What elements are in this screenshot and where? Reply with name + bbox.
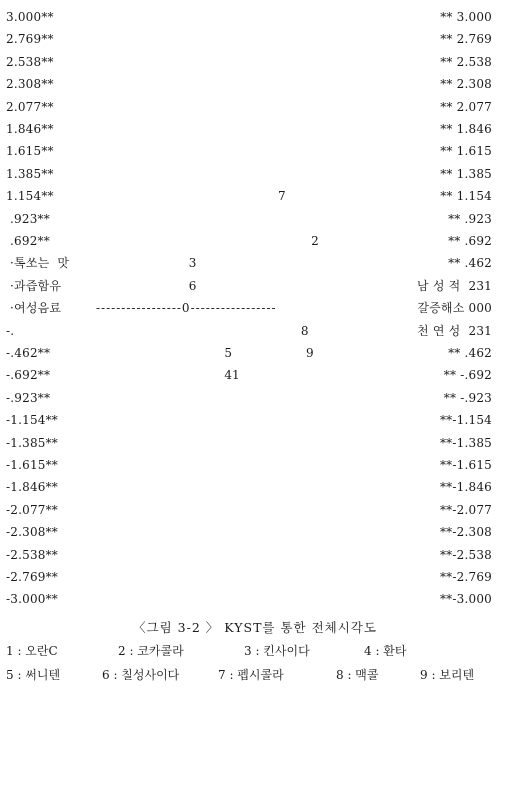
brand-point: 8 <box>300 323 309 338</box>
right-axis-label: ** 2.769 <box>440 32 492 47</box>
legend-item: 3 : 킨사이다 <box>244 644 310 658</box>
plot-row <box>0 28 510 50</box>
right-axis-label: **-2.538 <box>439 547 492 562</box>
right-axis-label: **-2.769 <box>439 570 492 584</box>
legend-item: 7 : 펩시콜라 <box>218 668 284 682</box>
right-axis-label: ** -.923 <box>443 390 492 405</box>
plot-row <box>0 297 510 319</box>
right-axis-label: 갈증해소 000 <box>417 301 492 316</box>
figure-caption: 〈그림 3-2 〉 KYST를 통한 전체시각도 <box>133 620 377 635</box>
brand-point: 7 <box>277 189 286 204</box>
plot-row <box>0 275 510 297</box>
right-axis-label: ** 1.615 <box>440 144 492 159</box>
right-axis-label: ** 3.000 <box>440 10 492 24</box>
plot-row <box>0 73 510 95</box>
legend-item: 5 : 써니텐 <box>6 668 61 682</box>
left-axis-label: 3.000** <box>6 10 54 24</box>
legend-row-2 <box>0 664 475 686</box>
plot-row <box>0 118 510 140</box>
plot-row <box>0 364 510 386</box>
right-axis-label: **-1.615 <box>439 458 492 472</box>
plot-row <box>0 140 510 162</box>
right-axis-label: 남 성 적 231 <box>417 278 492 293</box>
plot-row <box>0 96 510 118</box>
left-axis-label: .692** <box>6 234 50 248</box>
plot-row <box>0 454 510 476</box>
legend-row-1 <box>0 640 407 662</box>
left-axis-label: 1.846** <box>6 122 54 136</box>
left-axis-label: -2.308** <box>6 525 59 540</box>
left-axis-label: 2.538** <box>6 54 54 69</box>
brand-point: 5 <box>224 346 233 360</box>
right-axis-label: **-1.154 <box>439 413 492 428</box>
left-axis-label: -. <box>6 323 15 338</box>
horizontal-axis-line: -----------------0----------------- <box>96 301 277 316</box>
legend-item: 6 : 칠성사이다 <box>102 668 180 682</box>
right-axis-label: ** 2.077 <box>440 99 492 114</box>
left-axis-label: ·톡쏘는 맛 <box>6 256 70 271</box>
left-axis-label: 1.385** <box>6 166 54 181</box>
left-axis-label: -3.000** <box>6 592 59 607</box>
right-axis-label: **-3.000 <box>439 592 492 607</box>
right-axis-label: ** .923 <box>448 211 492 226</box>
right-axis-label: ** 2.308 <box>440 77 492 92</box>
brand-point: 3 <box>188 256 197 271</box>
plot-row <box>0 566 510 588</box>
brand-point: 9 <box>306 346 314 360</box>
legend-item: 1 : 오란C <box>6 644 58 658</box>
plot-row <box>0 163 510 185</box>
left-axis-label: -2.769** <box>6 570 59 584</box>
left-axis-label: -.692** <box>6 368 51 383</box>
plot-row <box>0 521 510 543</box>
left-axis-label: -.923** <box>6 390 51 405</box>
plot-row <box>0 409 510 431</box>
left-axis-label: ·여성음료 <box>6 301 62 316</box>
plot-row <box>0 208 510 230</box>
plot-row <box>0 6 510 28</box>
right-axis-label: ** -.692 <box>443 368 492 383</box>
plot-row <box>0 499 510 521</box>
legend-item: 4 : 환타 <box>364 644 407 658</box>
plot-row <box>0 544 510 566</box>
right-axis-label: **-2.308 <box>439 525 492 540</box>
right-axis-label: ** 1.846 <box>440 122 492 136</box>
right-axis-label: ** .462 <box>448 256 492 271</box>
brand-point: 2 <box>311 234 319 248</box>
plot-row <box>0 51 510 73</box>
left-axis-label: 2.077** <box>6 99 54 114</box>
brand-point: 6 <box>188 278 197 293</box>
plot-row <box>0 588 510 610</box>
plot-row <box>0 387 510 409</box>
right-axis-label: **-2.077 <box>439 502 492 517</box>
left-axis-label: -1.385** <box>6 435 59 450</box>
plot-row <box>0 476 510 498</box>
right-axis-label: ** 1.154 <box>440 189 492 204</box>
legend-item: 8 : 맥콜 <box>336 668 379 682</box>
plot-row <box>0 230 510 252</box>
left-axis-label: 2.769** <box>6 32 54 47</box>
right-axis-label: ** .692 <box>448 234 492 248</box>
plot-row <box>0 185 510 207</box>
left-axis-label: 1.615** <box>6 144 54 159</box>
left-axis-label: ·과즙함유 <box>6 278 62 293</box>
plot-row <box>0 432 510 454</box>
right-axis-label: **-1.385 <box>439 435 492 450</box>
left-axis-label: -1.615** <box>6 458 59 472</box>
legend-item: 9 : 보리텐 <box>420 668 475 682</box>
brand-point: 41 <box>224 368 240 383</box>
left-axis-label: 1.154** <box>6 189 54 204</box>
left-axis-label: .923** <box>6 211 50 226</box>
left-axis-label: -1.154** <box>6 413 59 428</box>
left-axis-label: -.462** <box>6 346 51 360</box>
plot-row <box>0 320 510 342</box>
left-axis-label: -2.538** <box>6 547 59 562</box>
left-axis-label: -1.846** <box>6 480 59 495</box>
right-axis-label: **-1.846 <box>439 480 492 495</box>
right-axis-label: ** 2.538 <box>440 54 492 69</box>
left-axis-label: 2.308** <box>6 77 54 92</box>
left-axis-label: -2.077** <box>6 502 59 517</box>
right-axis-label: ** .462 <box>448 346 492 360</box>
plot-row <box>0 252 510 274</box>
right-axis-label: ** 1.385 <box>440 166 492 181</box>
right-axis-label: 천 연 성 231 <box>417 323 492 338</box>
plot-row <box>0 342 510 364</box>
legend-item: 2 : 코카콜라 <box>118 644 184 658</box>
